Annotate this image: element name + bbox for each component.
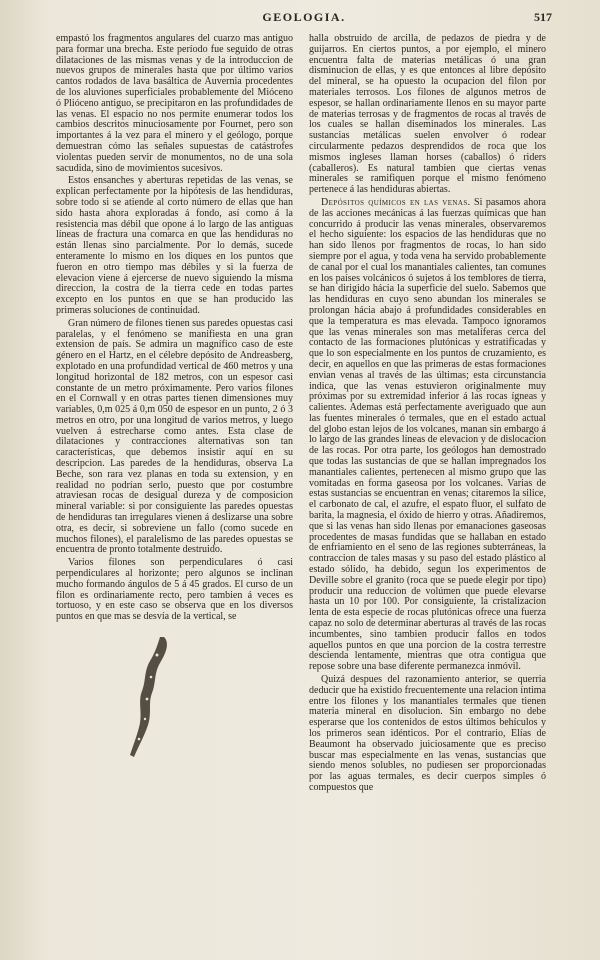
left-column [56,34,293,796]
right-paragraph-2 [309,198,546,673]
left-paragraph-3: Gran número de filones tienen sus paredes opuestas casi paralelas, y el fenómeno se manifiesta en una gran extension de país. Se admira un magnífico caso de este género en el Hartz, en el célebre depósito de Andreasberg, explotado en una profundidad vertical de 460 metros y una longitud horizontal de 182 metros, con un espesor casi constante de un metro próximamente. Pero varios filones en el Cornwall y en otras partes tienen dimensiones muy variables, 0,m 025 á 0,m 050 de espesor en un punto, 2 ó 3 metros en otro, por una longitud de varios metros, y luego vuelven á estrecharse como antes. Esta clase de dilataciones y contracciones alternativas son tan características, que debemos insistir aquí en su descripcion. Las paredes de la hendiduras, observa La Beche, son rara vez planas en toda su extension, y en realidad no podrían serlo, puesto que por costumbre atraviesan rocas de desigual dureza y de composicion mineral variable: si por consiguiente las paredes opuestas de hendiduras tan irregulares vienen á deslizarse una sobre otra, es decir, si sobreviene un fallo (como sucede en muchos filones), el paralelismo de las paredes opuestas se encuentra de pronto totalmente destruido. [56,317,293,556]
right-column [309,34,546,796]
left-paragraph-4: Varios filones son perpendiculares ó casi perpendiculares al horizonte; pero algunos se inclinan mucho formando ángulos de 5 á 45 grados. El curso de un filon es ordinariamente recto, pero tambien á veces es tortuoso, y en este caso se observa que en los diversos puntos en que mas se desvía de la vertical, se [56,557,293,623]
two-column-body [56,34,546,796]
section-heading: Depósitos químicos en las venas. [321,196,471,208]
left-paragraph-2: Estos ensanches y aberturas repetidas de las venas, se explican perfectamente por la hipótesis de las hendiduras, sobre todo si se atiende al corto número de ellas que han sido hasta ahora exploradas á fondo, así como á la resistencia mas débil que opone á lo largo de las antiguas líneas de fractura una comarca en que las hendiduras no están llenas sino parcialmente. Por lo demás, sucede enteramente lo mismo en los diques en los puntos que fueron en otro tiempo mas débiles y si la fuerza de elevacion viene á ejercerse de nuevo siguiendo la misma direccion, la costra de la tierra cede en todas partes excepto en los puntos en que se han producido las primeras soluciones de continuidad. [56,175,293,316]
right-paragraph-1: halla obstruido de arcilla, de pedazos de piedra y de guijarros. En ciertos puntos, a por ejemplo, el minero encuentra falta de materias metálicas ó una gran disminucion de ellas, y es que entonces al libre depósito del mineral, se ha opuesto la ocupacion del filon por materiales terrosos. Los filones de algunos metros de espesor, se hallan ordinariamente llenos en su mayor parte de materias terrosas y de fragmentos de rocas al través de los cuales se hallan diseminados los minerales. Las sustancias metálicas suelen envolver ó rodear circularmente pedazos desprendidos de roca que los mismos ingleses llaman horses (caballos) ó riders (caballeros). Es natural tambien que ciertas venas minerales se ramifiquen porque el mismo fenómeno pertenece á las hendiduras abiertas. [309,33,546,196]
mineral-vein-icon [126,633,186,763]
running-title: GEOLOGIA. [262,10,346,24]
vein-figure [56,631,293,771]
page-number: 517 [534,10,552,24]
running-head [56,10,552,28]
right-paragraph-3: Quizá despues del razonamiento anterior, se querria deducir que ha existido frecuentemente una relacion íntima entre los filones y los manantiales termales que tienen materia mineral en disolucion. Sin embargo no debe esperarse que los contenidos de estos últimos behículos y los primeros sean idénticos. Por el contrario, Elías de Beaumont ha observado juiciosamente que es preciso buscar mas especialmente en las venas, sustancias que siendo menos solubles, no pudiesen ser proporcionadas por las aguas termales, es decir cuerpos simples ó compuestos que [309,674,546,793]
right-paragraph-2-text: Si pasamos ahora de las acciones mecánicas á las fuerzas químicas que han concurrido á producir las venas minerales, observaremos el hecho siguiente: los espacios de las hendiduras que no han sido llenos por fragmentos de rocas, lo han sido siempre por el agua, y toda vena ha servido probablemente de canal por el cual los manantiales calientes, tan comunes en los países volcánicos ó sujetos á los temblores de tierra, se han dirigido hácia la superficie del suelo. Sabemos que las hendiduras en cuyo seno abundan los minerales se prolongan hácia abajo á profundidades considerables en que la temperatura es mas elevada. Tampoco ignoramos que las venas minerales son mas metalíferas cerca del contacto de las formaciones plutónicas y estratificadas y que lo son especialmente en los puntos de cruzamiento, es decir, en aquellos en que las primeras de estas formaciones envian venas al través de las últimas; esta circunstancia indica, que las venas estuvieron originalmente muy próximas por su extremidad inferior á las rocas ígneas y calientes. Ademas está perfectamente averiguado que aun las fuentes minerales ó termales, que en el estado actual del globo estan lejos de los volcanes, manan sin embargo á lo largo de las grandes líneas de elevacion y de dislocacion de las rocas. Por otra parte, los geólogos han demostrado que todas las sustancias de que se hallan impregnados los manantiales calientes, pertenecen al mismo grupo que las vomitadas en forma gaseosa por los volcanes. Varias de estas sustancias se encuentran en venas; citaremos la silice, el carbonato de cal, el azufre, el espato fluor, el sulfato de barita, la magnesia, el óxido de hierro y otras. Añadiremos, que si las venas han sido llenas por emanaciones gaseosas procedentes de masas fundidas que se hallaban en estado de enfriamiento en el seno de las regiones subterráneas, la contraccion de tales masas y su paso del estado plástico al estado sólido, ha debido, segun los experimentos de Deville sobre el granito (roca que se puede elegir por tipo) producir una reduccion de volúmen que puede elevarse hasta un 10 por 100. Por consiguiente, la cristalizacion lenta de esta especie de rocas plutónicas ofrece una fuerza capaz no solo de determinar aberturas al través de las rocas incumbentes, sino tambien producir fallos en todos aquellos puntos en que una porcion de la costra terrestre descienda lentamente, mientras que otra contigua que repose sobre una base diferente permanezca inmóvil. [309,196,546,673]
left-paragraph-1: empastó los fragmentos angulares del cuarzo mas antiguo para formar una brecha. Este período fue seguido de otras dilataciones de las mismas venas y de la introduccion de nuevos grupos de minerales hasta que por último varios cantos rodados de lava basáltica de Auvernia procedentes de los aluviones superficiales probablemente del Mióceno ó Plióceno antiguo, se precipitaron en las profundidades de las venas. El espacio no nos permite enumerar todos los cambios descritos minuciosamente por Fournet, pero son importantes á la vez para el minero y el geólogo, porque demuestran cómo las señales supuestas de catástrofes violentas pueden servir de monumentos, no de una sola sacudida, sino de movimientos sucesivos. [56,33,293,174]
